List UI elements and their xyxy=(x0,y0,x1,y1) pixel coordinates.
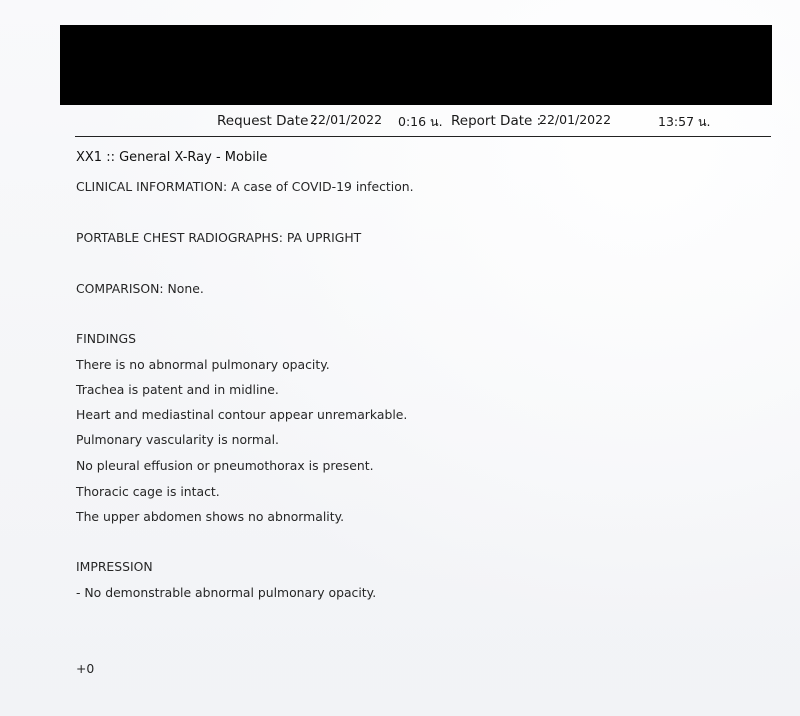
comparison-line: COMPARISON: None. xyxy=(76,281,204,296)
redacted-header-block xyxy=(60,25,772,105)
finding-item: Heart and mediastinal contour appear unremarkable. xyxy=(76,407,408,422)
finding-item: No pleural effusion or pneumothorax is present. xyxy=(76,458,374,473)
finding-item: There is no abnormal pulmonary opacity. xyxy=(76,357,330,372)
request-date-value: 22/01/2022 xyxy=(310,112,383,127)
impression-heading: IMPRESSION xyxy=(76,559,153,574)
impression-text: - No demonstrable abnormal pulmonary opacity. xyxy=(76,585,377,600)
finding-item: Trachea is patent and in midline. xyxy=(76,382,279,397)
report-date-value: 22/01/2022 xyxy=(539,112,612,127)
header-divider xyxy=(75,136,771,137)
clinical-information: CLINICAL INFORMATION: A case of COVID-19 infection. xyxy=(76,179,414,194)
finding-item: The upper abdomen shows no abnormality. xyxy=(76,509,345,524)
technique-line: PORTABLE CHEST RADIOGRAPHS: PA UPRIGHT xyxy=(76,230,362,245)
finding-item: Thoracic cage is intact. xyxy=(76,484,220,499)
report-date-label: Report Date : xyxy=(451,113,542,129)
request-date-label: Request Date : xyxy=(217,113,318,129)
finding-item: Pulmonary vascularity is normal. xyxy=(76,432,279,447)
exam-title: XX1 :: General X-Ray - Mobile xyxy=(76,150,268,165)
report-time-value: 13:57 น. xyxy=(658,114,711,129)
findings-heading: FINDINGS xyxy=(76,331,136,346)
report-dates-row xyxy=(0,110,800,134)
footer-code: +0 xyxy=(76,661,95,676)
request-time-value: 0:16 น. xyxy=(398,114,443,129)
